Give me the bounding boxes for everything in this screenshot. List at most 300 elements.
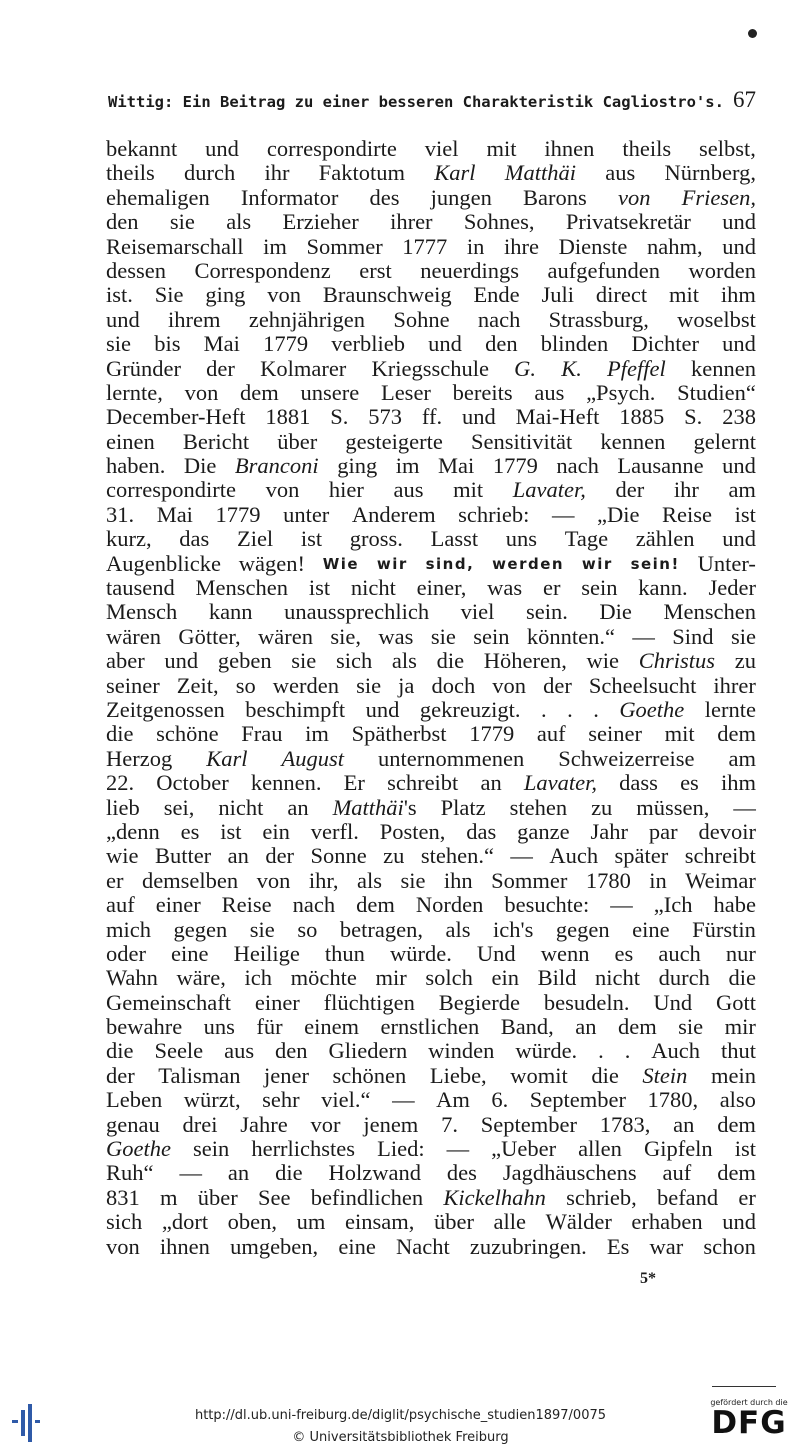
word: seiner (588, 721, 642, 747)
word: und (428, 331, 462, 357)
word: oder (106, 940, 146, 966)
word: die (591, 1062, 619, 1088)
word: ist (734, 1136, 756, 1162)
word: . (567, 696, 573, 722)
word: Am (436, 1087, 470, 1113)
italic-word: Karl (206, 745, 248, 771)
text-line (106, 1137, 756, 1161)
word: Studien“ (677, 379, 756, 405)
word: theils (106, 160, 155, 186)
word: ehemaligen (106, 184, 210, 210)
text-line (106, 966, 756, 990)
word: bewahre (106, 1014, 183, 1040)
word: 1780 (585, 867, 631, 893)
word: Braunschweig (322, 282, 452, 308)
word: gelernt (693, 428, 756, 454)
word: Kriegsschule (371, 355, 489, 381)
word: Leser (380, 379, 431, 405)
word: sein (473, 623, 510, 649)
word: S. (330, 404, 349, 430)
word: Herzog (106, 745, 173, 771)
word: es (614, 940, 634, 966)
word: umgeben, (230, 1233, 319, 1259)
word: correspondirte (106, 477, 236, 503)
word: Sohnes, (463, 209, 535, 235)
word: von (256, 867, 291, 893)
word: 1779 (469, 721, 515, 747)
word: 1780, (647, 1087, 699, 1113)
word: aus (534, 379, 565, 405)
word: Höheren, (483, 648, 567, 674)
word: kann. (638, 575, 688, 601)
word: Menschen (195, 575, 289, 601)
word: sie (356, 672, 382, 698)
word: der (206, 355, 235, 381)
spaced-word: wir (581, 554, 613, 573)
word: einsam, (345, 1209, 415, 1235)
text-line (106, 1088, 756, 1112)
word: kennen (690, 355, 756, 381)
word: 1885 (619, 404, 665, 430)
word: winden (428, 1038, 495, 1064)
word: die (106, 721, 134, 747)
word: schrieb: (458, 501, 530, 527)
word: Sie (154, 282, 184, 308)
ink-spot (748, 29, 757, 38)
word: 1779 (263, 331, 309, 357)
word: die (275, 1160, 303, 1186)
word: Lied: (377, 1136, 425, 1162)
text-line (106, 137, 756, 161)
word: das (179, 526, 210, 552)
page-number: 67 (733, 87, 756, 112)
word: zählen (635, 526, 695, 552)
word: thun (324, 940, 365, 966)
word: Faktotum (318, 160, 405, 186)
word: Unter- (697, 550, 756, 576)
word: nach (292, 892, 336, 918)
word: Sommer (306, 233, 383, 259)
word: Leben (106, 1087, 163, 1113)
word: und (164, 648, 199, 674)
word: 1779 (215, 501, 261, 527)
word: an (287, 794, 309, 820)
body-text (106, 137, 756, 1259)
word: auch (658, 940, 701, 966)
word: ist (300, 526, 323, 552)
copyright-notice: © Universitätsbibliothek Freiburg (292, 1430, 509, 1445)
word: — (610, 892, 633, 918)
text-line (106, 820, 756, 844)
word: genau (106, 1111, 160, 1137)
word: Zeitgenossen (106, 696, 225, 722)
text-line (106, 357, 756, 381)
word: wie (106, 843, 139, 869)
word: ging (337, 453, 378, 479)
word: schreibt (387, 770, 459, 796)
word: Ziel (236, 526, 274, 552)
word: durch (658, 965, 710, 991)
word: gegen (555, 916, 610, 942)
word: Bild (537, 965, 577, 991)
word: Jahre (240, 1111, 288, 1137)
word: Es (606, 1233, 630, 1259)
word: womit (510, 1062, 568, 1088)
word: correspondirte (266, 136, 397, 161)
word: erst (359, 257, 392, 283)
word: habe (713, 892, 756, 918)
italic-word: Pfeffel (607, 355, 666, 381)
word: also (719, 1087, 756, 1113)
word: gesteigerte (345, 428, 443, 454)
word: nur (725, 940, 756, 966)
word: Weimar (685, 867, 756, 893)
word: in (466, 233, 485, 259)
text-line (106, 405, 756, 429)
word: ihm (720, 770, 756, 796)
word: jungen (430, 184, 492, 210)
word: einer, (416, 575, 467, 601)
text-line (106, 259, 756, 283)
word: wie (586, 648, 620, 674)
dfg-wordmark: DFG (711, 1405, 787, 1441)
word: Fürstin (692, 916, 756, 942)
text-line (106, 625, 756, 649)
text-line (106, 576, 756, 600)
word: unter (283, 501, 330, 527)
word: flüchtigen (323, 989, 415, 1015)
word: an (575, 1014, 597, 1040)
word: „denn (106, 818, 160, 844)
text-line (106, 283, 756, 307)
word: als (226, 209, 252, 235)
text-line (106, 893, 756, 917)
word: — (632, 623, 655, 649)
word: Platz (440, 794, 486, 820)
word: als (356, 867, 382, 893)
text-line (106, 942, 756, 966)
footer-rule (712, 1386, 776, 1387)
word: und (722, 209, 756, 235)
word: Sohne (393, 306, 450, 332)
word: des (369, 184, 400, 210)
word: „Ueber (491, 1136, 557, 1162)
word: lernte (704, 696, 756, 722)
word: schon (703, 1233, 756, 1259)
word: mit (486, 136, 517, 161)
text-line (106, 210, 756, 234)
word: zu (591, 794, 613, 820)
word: Er (343, 770, 365, 796)
text-line (106, 747, 756, 771)
word: stehen (509, 794, 568, 820)
word: ein (491, 965, 519, 991)
word: sich (335, 648, 373, 674)
word: blinden (540, 331, 609, 357)
word: an (227, 843, 249, 869)
word: „Die (597, 501, 640, 527)
word: wägen! (238, 550, 305, 576)
word: viel.“ (321, 1087, 371, 1113)
italic-word: Kickelhahn (443, 1184, 546, 1210)
word: würde. (515, 1038, 578, 1064)
word: es (680, 770, 699, 796)
word: Gott (715, 989, 756, 1015)
word: Frau (241, 721, 283, 747)
word: Und (653, 989, 693, 1015)
word: Heilige (233, 940, 300, 966)
word: ich (244, 965, 273, 991)
word: Die (183, 453, 217, 479)
word: sei, (163, 794, 195, 820)
italic-word: Branconi (234, 453, 319, 479)
word: besuchte: (504, 892, 590, 918)
word: selbst, (699, 136, 756, 161)
word: wären (106, 623, 161, 649)
word: aber (106, 648, 145, 674)
word: ganze (517, 818, 570, 844)
word: schrieb, (566, 1184, 637, 1210)
word: woselbst (677, 306, 756, 332)
word: auf (536, 721, 566, 747)
word: was (378, 623, 414, 649)
word: ihr (673, 477, 699, 503)
word: so (235, 672, 256, 698)
word: einer (155, 892, 201, 918)
word: nicht (218, 794, 264, 820)
word: Gemeinschaft (106, 989, 231, 1015)
word: jenem (363, 1111, 419, 1137)
word: allen (578, 1136, 622, 1162)
spaced-word: sind, (425, 554, 475, 573)
text-line (106, 186, 756, 210)
word: drei (182, 1111, 218, 1137)
text-line (106, 235, 756, 259)
word: durch (184, 160, 236, 186)
word: Scheelsucht (588, 672, 697, 698)
word: Schweizerreise (558, 745, 695, 771)
text-line (106, 796, 756, 820)
word: „dort (161, 1209, 209, 1235)
word: über (277, 428, 318, 454)
word: nach (556, 453, 599, 479)
word: hier (328, 477, 364, 503)
word: herrlichstes (251, 1136, 356, 1162)
word: wäre, (176, 965, 226, 991)
word: gekreuzigt. (419, 696, 521, 722)
word: devoir (698, 818, 756, 844)
word: über (197, 1184, 238, 1210)
word: auf (662, 1160, 692, 1186)
word: einem (304, 1014, 360, 1040)
text-line (106, 1186, 756, 1210)
word: par (648, 818, 678, 844)
word: mit (668, 282, 699, 308)
word: die (728, 965, 756, 991)
word: eine (338, 1233, 376, 1259)
word: nach (477, 306, 521, 332)
word: Talisman (158, 1062, 241, 1088)
word: der (615, 477, 645, 503)
word: tausend (106, 575, 175, 601)
text-line (106, 918, 756, 942)
word: Spätherbst (351, 721, 447, 747)
word: Wälder (545, 1209, 612, 1235)
word: könnten.“ (526, 623, 615, 649)
italic-word: Matthäi (332, 794, 404, 820)
text-line (106, 527, 756, 551)
word: Gründer (106, 355, 181, 381)
text-line (106, 722, 756, 746)
word: uns (505, 526, 538, 552)
word: Auch (549, 843, 599, 869)
italic-word: Christus (638, 648, 716, 674)
word: was (487, 575, 523, 601)
word: September (529, 1087, 626, 1113)
word: den (275, 1038, 308, 1064)
word: Seele (154, 1038, 204, 1064)
word: bis (154, 331, 181, 357)
word: kurz, (106, 526, 152, 552)
word: ihre (504, 233, 540, 259)
word: nahm, (646, 233, 703, 259)
word: Bericht (182, 428, 250, 454)
word: ihnen (159, 1233, 210, 1259)
word: Dichter (631, 331, 699, 357)
word: und (205, 136, 239, 161)
word: — (392, 1087, 415, 1113)
word: sehr (262, 1087, 300, 1113)
italic-word: August (281, 745, 345, 771)
word: vor (310, 1111, 341, 1137)
running-header (108, 87, 756, 113)
word: m (159, 1184, 178, 1210)
source-url-link[interactable]: http://dl.ub.uni-freiburg.de/diglit/psychische_studien1897/0075 (194, 1408, 607, 1423)
signature-mark: 5* (640, 1270, 656, 1287)
word: Anderem (351, 501, 436, 527)
text-line (106, 698, 756, 722)
word: und (722, 1209, 756, 1235)
text-line (106, 1064, 756, 1088)
word: erhaben (631, 1209, 703, 1235)
word: lieb (106, 794, 140, 820)
word: ihrem (168, 306, 221, 332)
word: Menschen (663, 599, 756, 625)
word: mein (710, 1062, 756, 1088)
word: Sind (672, 623, 714, 649)
word: Nacht (395, 1233, 450, 1259)
word: sie, (330, 623, 361, 649)
word: geben (217, 648, 272, 674)
word: Mensch (106, 599, 178, 625)
word: 's (403, 794, 417, 820)
word: und (365, 696, 400, 722)
word: kann (208, 599, 253, 625)
word: 1777 (402, 233, 448, 259)
word: 1783, (599, 1111, 651, 1137)
word: bereits (452, 379, 513, 405)
word: theils (622, 136, 672, 161)
word-group (333, 796, 417, 820)
word: von (106, 1233, 140, 1259)
spaced-word: werden (492, 554, 565, 573)
word: ist (220, 818, 242, 844)
word: Norden (415, 892, 484, 918)
word: kennen (600, 428, 666, 454)
word: würde. (389, 940, 452, 966)
word: Juli (541, 282, 575, 308)
word: und (722, 233, 756, 259)
word: — (733, 794, 756, 820)
word: mir (724, 1014, 756, 1040)
word: mich (106, 916, 151, 942)
word: haben. (106, 453, 166, 479)
word: wenn (540, 940, 590, 966)
word: 31. (106, 501, 135, 527)
word: einen (106, 428, 155, 454)
text-line (106, 381, 756, 405)
text-line (106, 430, 756, 454)
word: er (106, 867, 124, 893)
word: einer (254, 989, 300, 1015)
word: der (543, 672, 572, 698)
word: ihrer (713, 672, 756, 698)
word: Erzieher (282, 209, 359, 235)
word: sie (291, 648, 317, 674)
word: Correspondenz (194, 257, 331, 283)
word: nicht (595, 965, 641, 991)
word: . (598, 1038, 604, 1064)
word: 1881 (265, 404, 311, 430)
word: . (540, 696, 547, 722)
italic-word: Matthäi (504, 160, 577, 186)
word: Jahr (590, 818, 628, 844)
word: Reise (662, 501, 713, 527)
word: später (614, 843, 669, 869)
word: von (267, 282, 301, 308)
word: Die (599, 599, 632, 625)
word: Posten, (379, 818, 446, 844)
word: ging (205, 282, 246, 308)
word: zuzubringen. (469, 1233, 587, 1259)
word: unaussprechlich (284, 599, 430, 625)
word: an (673, 1111, 695, 1137)
word: Dienste (558, 233, 628, 259)
word: Jagdhäuschens (502, 1160, 637, 1186)
word: sie (249, 916, 275, 942)
spaced-word: Wie (322, 554, 360, 573)
word: dass (619, 770, 658, 796)
word: viel (460, 599, 495, 625)
text-line (106, 1039, 756, 1063)
word: Begierde (438, 989, 520, 1015)
word: Lausanne (617, 453, 704, 479)
word: befand (656, 1184, 719, 1210)
text-line (106, 771, 756, 795)
word: alle (493, 1209, 527, 1235)
word: — (551, 501, 575, 527)
word: „Psych. (586, 379, 656, 405)
word: für (256, 1014, 283, 1040)
word: Zeit, (176, 672, 219, 698)
word: besudeln. (543, 989, 630, 1015)
word: Holzwand (328, 1160, 421, 1186)
text-line (106, 454, 756, 478)
word: sein. (525, 599, 568, 625)
word: ihr, (308, 867, 339, 893)
italic-word: Lavater, (512, 477, 586, 503)
word: Sensitivität (470, 428, 573, 454)
